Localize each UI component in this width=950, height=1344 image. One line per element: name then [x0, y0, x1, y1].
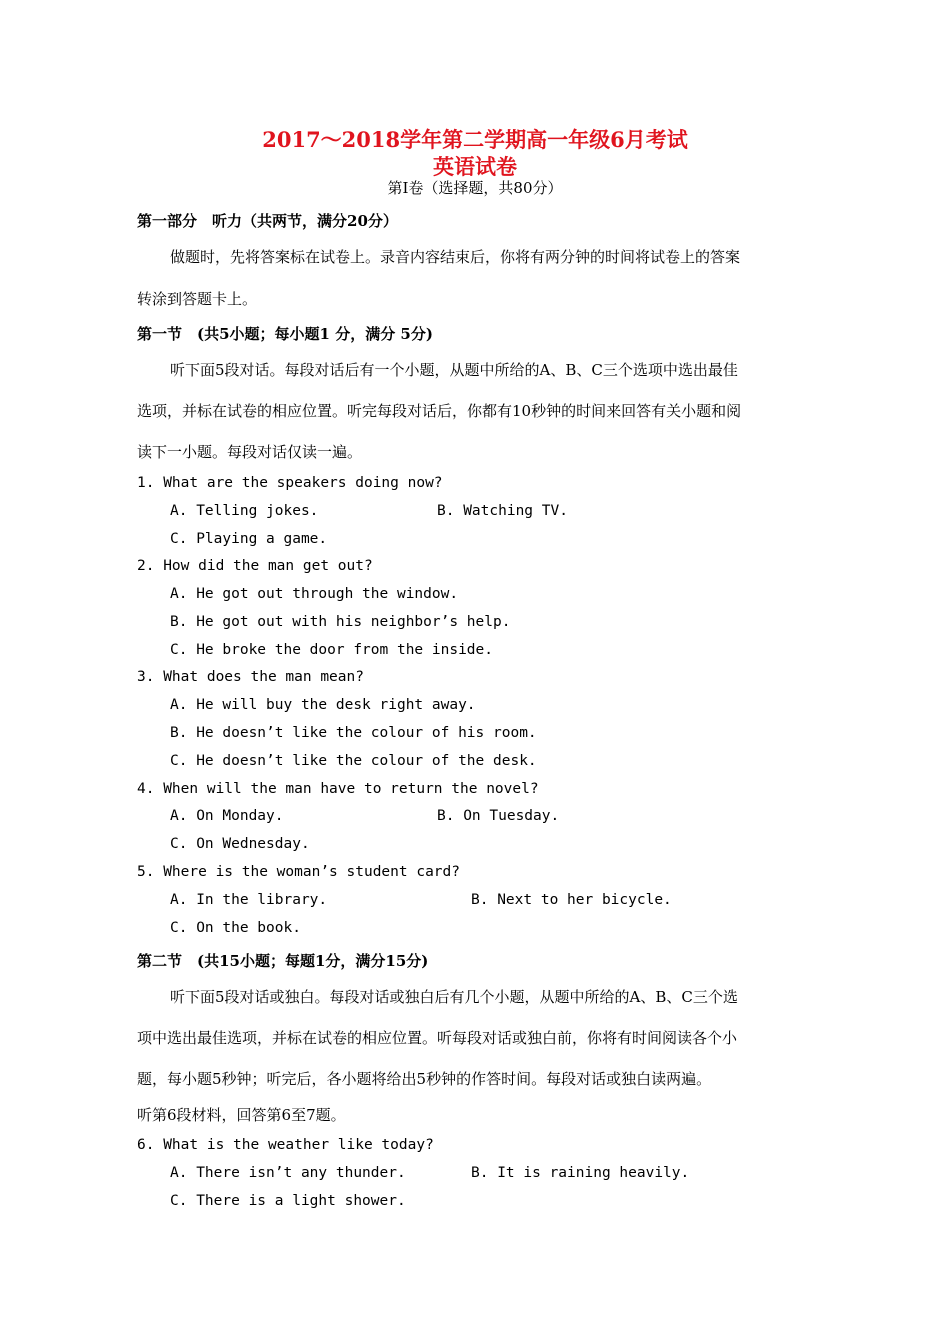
option-c: C. He broke the door from the inside. — [170, 642, 494, 658]
option-c: C. He doesn’t like the colour of the desk. — [170, 753, 537, 769]
section2-heading: 第二节 (共15小题；每题1分，满分15分) — [137, 952, 429, 970]
option-a: A. He will buy the desk right away. — [170, 697, 476, 713]
option-b: B. Next to her bicycle. — [471, 892, 672, 908]
part1-instructions-line1: 做题时，先将答案标在试卷上。录音内容结束后，你将有两分钟的时间将试卷上的答案 — [170, 248, 741, 266]
section1-instructions-line3: 读下一小题。每段对话仅读一遍。 — [137, 443, 363, 461]
option-b: B. It is raining heavily. — [471, 1165, 690, 1181]
question-stem: 4. When will the man have to return the novel? — [137, 781, 539, 797]
exam-subject-title: 英语试卷 — [433, 154, 517, 179]
section2-instructions-line2: 项中选出最佳选项，并标在试卷的相应位置。听每段对话或独白前，你将有时间阅读各个小 — [137, 1029, 738, 1047]
option-b: B. Watching TV. — [437, 503, 568, 519]
option-b: B. He doesn’t like the colour of his room. — [170, 725, 537, 741]
option-c: C. Playing a game. — [170, 531, 328, 547]
section2-instructions-line3: 题，每小题5秒钟；听完后，各小题将给出5秒钟的作答时间。每段对话或独白读两遍。 — [137, 1070, 712, 1088]
material-note: 听第6段材料，回答第6至7题。 — [137, 1106, 346, 1124]
question-stem: 6. What is the weather like today? — [137, 1137, 434, 1153]
question-stem: 5. Where is the woman’s student card? — [137, 864, 461, 880]
option-a: A. There isn’t any thunder. — [170, 1165, 406, 1181]
section1-heading: 第一节 (共5小题；每小题1 分，满分 5分) — [137, 325, 433, 343]
section2-instructions-line1: 听下面5段对话或独白。每段对话或独白后有几个小题，从题中所给的A、B、C三个选 — [170, 988, 738, 1006]
question-stem: 2. How did the man get out? — [137, 558, 373, 574]
option-c: C. On Wednesday. — [170, 836, 310, 852]
option-b: B. On Tuesday. — [437, 808, 560, 824]
option-a: A. In the library. — [170, 892, 328, 908]
question-stem: 3. What does the man mean? — [137, 669, 364, 685]
option-a: A. Telling jokes. — [170, 503, 319, 519]
option-a: A. On Monday. — [170, 808, 284, 824]
section1-instructions-line1: 听下面5段对话。每段对话后有一个小题，从题中所给的A、B、C三个选项中选出最佳 — [170, 361, 738, 379]
option-b: B. He got out with his neighbor’s help. — [170, 614, 511, 630]
section1-instructions-line2: 选项，并标在试卷的相应位置。听完每段对话后，你都有10秒钟的时间来回答有关小题和阅 — [137, 402, 742, 420]
part1-heading: 第一部分 听力（共两节，满分20分） — [137, 212, 398, 230]
option-c: C. There is a light shower. — [170, 1193, 406, 1209]
part1-instructions-line2: 转涂到答题卡上。 — [137, 290, 258, 308]
question-stem: 1. What are the speakers doing now? — [137, 475, 443, 491]
exam-title: 2017～2018学年第二学期高一年级6月考试 — [262, 127, 688, 152]
option-a: A. He got out through the window. — [170, 586, 459, 602]
option-c: C. On the book. — [170, 920, 301, 936]
volume-heading: 第Ⅰ卷（选择题，共80分） — [387, 179, 563, 197]
